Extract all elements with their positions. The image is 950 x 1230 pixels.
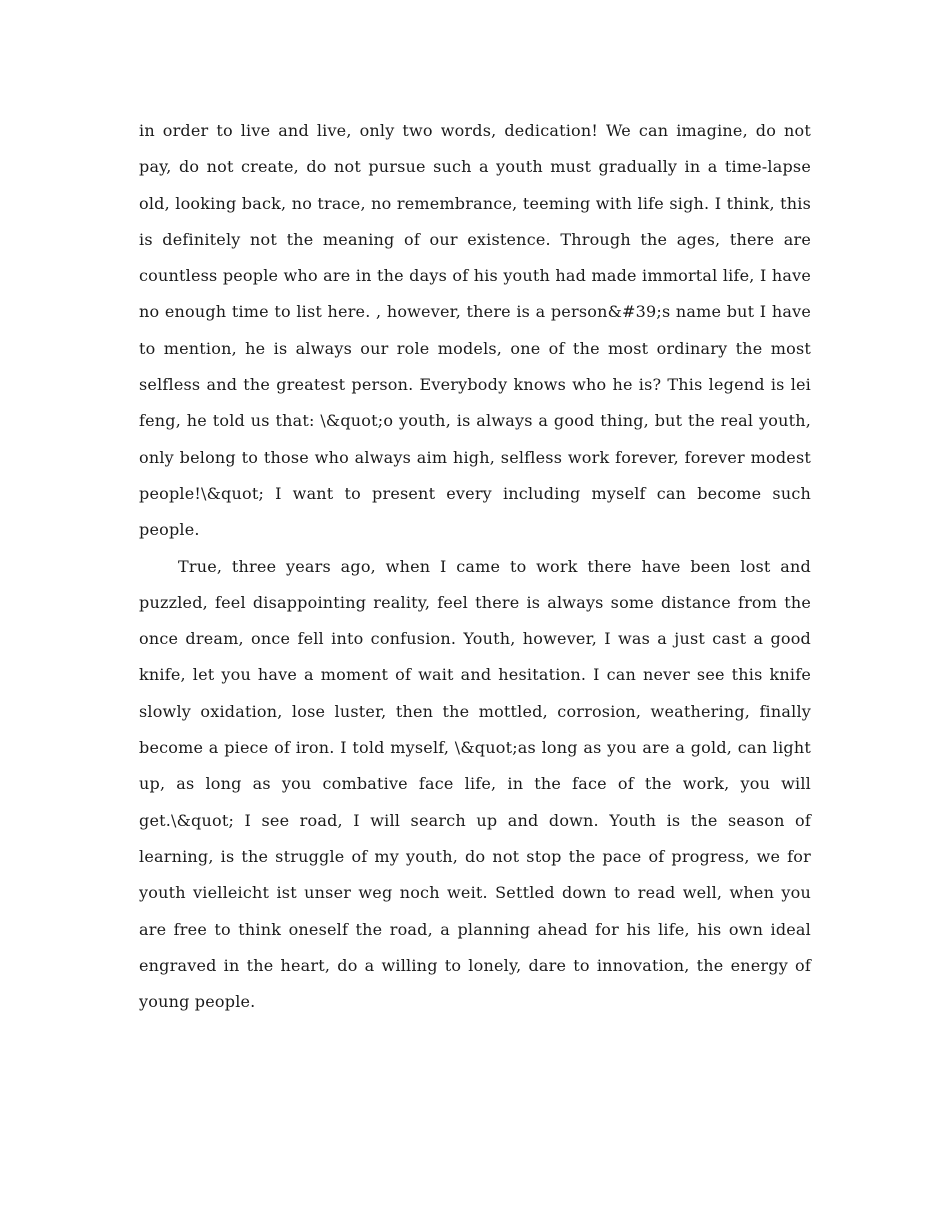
paragraph-2: True, three years ago, when I came to work there have been lost and puzzled, feel disappointing reality, feel there is always some distance from the once dream, once fell into confusion. Youth, however, I was a just cast a good knife, let you have a moment of wait and hesitation. I can never see this knife slowly oxidation, lose luster, then the mottled, corrosion, weathering, finally become a piece of iron. I told myself, \&quot;as long as you are a gold, can light up, as long as you combative face life, in the face of the work, you will get.\&quot; I see road, I will search up and down. Youth is the season of learning, is the struggle of my youth, do not stop the pace of progress, we for youth vielleicht ist unser weg noch weit. Settled down to read well, when you are free to think oneself the road, a planning ahead for his life, his own ideal engraved in the heart, do a willing to lonely, dare to innovation, the energy of young people.: [139, 556, 811, 1012]
paragraph-1: in order to live and live, only two words, dedication! We can imagine, do not pay, do not create, do not pursue such a youth must gradually in a time-lapse old, looking back, no trace, no remembrance, teeming with life sigh. I think, this is definitely not the meaning of our existence. Through the ages, there are countless people who are in the days of his youth had made immortal life, I have no enough time to list here. , however, there is a person&#39;s name but I have to mention, he is always our role models, one of the most ordinary the most selfless and the greatest person. Everybody knows who he is? This legend is lei feng, he told us that: \&quot;o youth, is always a good thing, but the real youth, only belong to those who always aim high, selfless work forever, forever modest people!\&quot; I want to present every including myself can become such people.: [139, 121, 811, 540]
body-text: [139, 113, 811, 1020]
